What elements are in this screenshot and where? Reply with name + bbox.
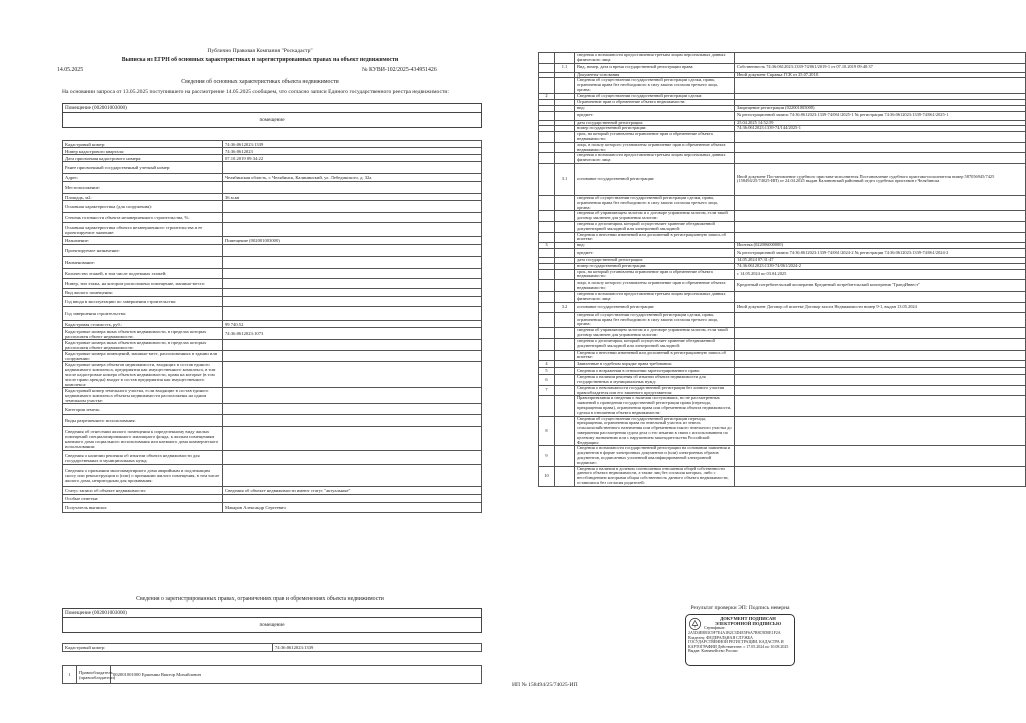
stamp-heading: ДОКУМЕНТ ПОДПИСАН ЭЛЕКТРОННОЙ ПОДПИСЬЮ	[714, 616, 782, 626]
row-value	[223, 451, 482, 465]
section-title: Сведения об основных характеристиках объекта недвижимости	[181, 79, 339, 85]
row-number	[539, 312, 555, 327]
row-value	[223, 388, 482, 404]
row-label: Сведения о возможности государственной регистрации на основании заявления и документов в форме электронных документов и (или) электронных образов документов, подписанных усиленной квалифицированной электронной подписью:	[575, 446, 735, 466]
row-subnumber	[555, 111, 575, 120]
row-label: сведения об осуществлении государственной регистрации сделки, права, ограничения права без необходимого в силу закона согласия третьего лица, органа:	[575, 312, 735, 327]
row-value	[223, 213, 482, 223]
row-subnumber	[555, 280, 575, 292]
row-value	[735, 385, 1026, 396]
row-subnumber: 3.2	[555, 302, 575, 312]
row-label: Сведения о невозможности государственной регистрации без личного участия правообладателя или его законного представителя:	[575, 385, 735, 396]
row-value	[735, 368, 1026, 375]
row-label: Кадастровый номер земельного участка, если входящие в состав единого недвижимого комплекса объекты недвижимости расположены на одном земельном участке:	[63, 388, 223, 404]
row-value: Ипотека (022006000000)	[735, 243, 1026, 249]
row-number: 10	[539, 466, 555, 486]
row-value	[223, 223, 482, 237]
row-label: сведения о депозитарии, который осуществляет хранение обездвиженной документарной закладной или электронной закладной:	[575, 221, 735, 232]
row-label: Сведения о внесении изменений или дополнений в регистрационную запись об ипотеке:	[575, 232, 735, 243]
row-value	[735, 142, 1026, 153]
table-row	[539, 466, 1026, 486]
row-label: основание государственной регистрации:	[575, 163, 735, 195]
table-row	[63, 155, 482, 162]
table-row	[539, 153, 1026, 164]
table-row	[539, 385, 1026, 396]
enforcement-number: ИП № 158494/25/74025-ИП	[512, 682, 578, 688]
row-value: 99 740.52	[223, 321, 482, 328]
signature-block	[685, 605, 795, 666]
row-label: Проектируемое назначение:	[63, 245, 223, 257]
row-value	[223, 351, 482, 362]
row-subnumber: 3.1	[555, 163, 575, 195]
table-row	[63, 174, 482, 182]
row-subnumber	[555, 132, 575, 143]
row-label: Категория земель:	[63, 404, 223, 415]
row-label: сведения об осуществлении государственной регистрации сделки, права, ограничения права без необходимого в силу закона согласия третьего лица, органа:	[575, 195, 735, 210]
row-label: Дата присвоения кадастрового номера:	[63, 155, 223, 162]
row-value	[223, 289, 482, 297]
row-label: Год завершения строительства:	[63, 307, 223, 321]
row-label: лицо, в пользу которого установлены ограничение прав и обременение объекта недвижимости:	[575, 280, 735, 292]
row-value: 25.04.2025 14:52:59	[735, 120, 1026, 126]
row-label: Сведения об осуществлении государственной регистрации сделки:	[575, 93, 735, 99]
row-value: 36 м.кв	[223, 194, 482, 201]
row-label: дата государственной регистрации:	[575, 257, 735, 263]
row-number	[539, 53, 555, 64]
row-number: 8	[539, 416, 555, 446]
row-number	[539, 302, 555, 312]
table-row	[63, 141, 482, 148]
table-row	[63, 269, 482, 279]
row-value	[223, 182, 482, 194]
row-subnumber	[555, 248, 575, 257]
row-value: № регистрационной записи 74:36:0612023:1339-74/061/2024-2 № регистрации 74:36:0612023:1339-74/061/2024-2	[735, 248, 1026, 257]
row-label: Основная характеристика (для сооружения):	[63, 201, 223, 213]
table-row	[63, 503, 482, 513]
row-number	[539, 396, 555, 416]
rights-cad-value: 74:36:0612023:1339	[273, 644, 482, 652]
row-number	[539, 63, 555, 72]
table-row	[63, 451, 482, 465]
holder-label: Правообладатель (правообладатели)	[77, 666, 111, 684]
row-value	[223, 162, 482, 174]
row-value: 74:36:0612023:1339-74/144/2025-1	[735, 126, 1026, 132]
row-subnumber	[555, 312, 575, 327]
row-value	[223, 245, 482, 257]
row-value	[735, 446, 1026, 466]
row-label: Сведения о наличии в долевом соотношении отношении общей собственности данного объекта недвижимости, а также лиц без согласия которых, либо с несоблюдением которыми общая собственность данного объекта недвижимости, оставшихся без согласия родителей:	[575, 466, 735, 486]
table-row	[63, 321, 482, 328]
row-value	[735, 375, 1026, 386]
row-number: 3	[539, 243, 555, 249]
row-subnumber	[555, 375, 575, 386]
row-value	[223, 279, 482, 289]
row-value	[735, 416, 1026, 446]
object-kind-line: помещение	[259, 117, 285, 123]
table-row	[539, 111, 1026, 120]
table-row	[63, 182, 482, 194]
table-row	[63, 465, 482, 487]
row-value	[735, 78, 1026, 93]
row-value: Запрещение регистрации (022001005000)	[735, 105, 1026, 111]
row-subnumber	[555, 350, 575, 361]
table-row	[63, 362, 482, 388]
row-number	[539, 269, 555, 280]
row-subnumber	[555, 368, 575, 375]
table-row	[63, 237, 482, 245]
row-label: Сведения о наличии решения об изъятии объекта недвижимости для государственных и муниципальных нужд:	[63, 451, 223, 465]
row-value: 07.10.2019 09:34:22	[223, 155, 482, 162]
table-row	[539, 221, 1026, 232]
row-number	[539, 248, 555, 257]
object-type-box	[62, 103, 482, 128]
table-row	[63, 495, 482, 503]
company-name: Публично Правовая Компания "Роскадастр"	[207, 48, 313, 54]
table-row	[63, 328, 482, 340]
row-label: номер государственной регистрации:	[575, 126, 735, 132]
row-label: Адрес:	[63, 174, 223, 182]
row-label: Основная характеристика объекта незавершенного строительства и ее проектируемое значение:	[63, 223, 223, 237]
rights-holder-table	[62, 665, 482, 684]
row-subnumber	[555, 416, 575, 446]
row-number	[539, 338, 555, 350]
signature-check-result: Результат проверки ЭП: Подпись неверна	[690, 605, 790, 611]
row-number	[539, 195, 555, 210]
table-row	[63, 487, 482, 495]
row-value	[735, 195, 1026, 210]
row-label: Наименование:	[63, 257, 223, 269]
row-subnumber	[555, 338, 575, 350]
row-label: Сведения о внесении изменений или дополнений в регистрационную запись об ипотеке:	[575, 350, 735, 361]
row-label: вид:	[575, 243, 735, 249]
row-label: сведения об управляющем залогом и о договоре управления залогом, если такой договор заключен для управления залогом:	[575, 328, 735, 339]
rights-object-kind-line: помещение	[259, 622, 285, 628]
row-subnumber: 1.1	[555, 63, 575, 72]
row-value: Иной документ Справка ГСК от 25.07.2018.	[735, 72, 1026, 78]
row-label: Номер кадастрового квартала:	[63, 148, 223, 155]
row-subnumber	[555, 211, 575, 222]
row-number: 9	[539, 446, 555, 466]
row-subnumber	[555, 396, 575, 416]
row-label: Сведения об отнесении жилого помещения к определенному виду жилых помещений специализированного жилищного фонда, к жилым помещениям наемного дома социального использования или наемного дома коммерческого использования:	[63, 427, 223, 451]
row-label: Вид жилого помещения:	[63, 289, 223, 297]
row-value	[223, 257, 482, 269]
row-value	[223, 465, 482, 487]
table-row	[63, 148, 482, 155]
row-value	[735, 338, 1026, 350]
row-number	[539, 350, 555, 361]
row-label: Сведения об осуществлении государственной регистрации сделки, права, ограничения права без необходимого в силу закона согласия третьего лица, органа:	[575, 78, 735, 93]
row-value	[735, 153, 1026, 164]
stamp-details: Сертификат: 2A5D4E8B3C9F7E4A1B2C3D4E5F6A7B8C9D0E1F2A Владелец: ФЕДЕРАЛЬНАЯ СЛУЖБА ГОСУДАРСТВЕННОЙ РЕГИСТРАЦИИ, КАДАСТРА И КАРТОГРАФИИ Действителен: с 17.05.2024 по 10.08.2025 Выдан: Казначейство России	[688, 625, 789, 654]
row-number	[539, 221, 555, 232]
row-number	[539, 142, 555, 153]
rights-cadastral-table	[62, 643, 482, 652]
characteristics-table	[62, 140, 482, 513]
row-subnumber	[555, 78, 575, 93]
row-label: сведения о возможности предоставления третьим лицам персональных данных физического лица	[575, 292, 735, 303]
row-label: сведения о возможности предоставления третьим лицам персональных данных физического лица	[575, 53, 735, 64]
row-label: вид:	[575, 105, 735, 111]
row-number	[539, 211, 555, 222]
row-label: Заявленные в судебном порядке права требования:	[575, 361, 735, 368]
row-label: Количество этажей, в том числе подземных этажей:	[63, 269, 223, 279]
row-label: Площадь, м2:	[63, 194, 223, 201]
right-page	[520, 0, 1023, 723]
row-label: Сведения о признании многоквартирного дома аварийным и подлежащим сносу или реконструкции и (или) о признании жилого помещения, в том числе жилого дома, непригодным для проживания:	[63, 465, 223, 487]
row-subnumber	[555, 232, 575, 243]
row-subnumber	[555, 466, 575, 486]
row-subnumber	[555, 361, 575, 368]
table-row	[539, 63, 1026, 72]
table-row	[539, 132, 1026, 143]
table-row	[63, 194, 482, 201]
row-value	[735, 396, 1026, 416]
document-number: № КУВИ-102/2025-434951426	[362, 67, 437, 73]
row-label: Номер, тип этажа, на котором расположено помещение, машино-место:	[63, 279, 223, 289]
row-value	[735, 221, 1026, 232]
rights-object-box	[62, 608, 482, 633]
table-row	[539, 416, 1026, 446]
row-value: Иной документ Договор об ипотеке Договор залога Недвижимости номер 9-1, выдан 13.05.2024	[735, 302, 1026, 312]
rights-cad-label: Кадастровый номер:	[63, 644, 273, 652]
table-row	[63, 666, 482, 684]
table-row	[539, 361, 1026, 368]
table-row	[63, 223, 482, 237]
row-number: 2	[539, 93, 555, 99]
row-value	[223, 495, 482, 503]
row-label: Назначение:	[63, 237, 223, 245]
row-value	[735, 350, 1026, 361]
row-subnumber	[555, 195, 575, 210]
row-label: Вид, номер, дата и время государственной регистрации права:	[575, 63, 735, 72]
row-value: Макаров Александр Сергеевич	[223, 503, 482, 513]
row-value	[735, 292, 1026, 303]
row-value	[735, 328, 1026, 339]
table-row	[63, 415, 482, 427]
table-row	[63, 388, 482, 404]
row-value	[735, 232, 1026, 243]
row-value	[223, 340, 482, 351]
row-label: Сведения о наличии решения об изъятии объекта недвижимости для государственных и муниципальных нужд:	[575, 375, 735, 386]
row-label: лицо, в пользу которого установлены ограничение прав и обременение объекта недвижимости:	[575, 142, 735, 153]
row-number	[539, 163, 555, 195]
table-row	[539, 302, 1026, 312]
row-label: срок, на который установлены ограничение прав и обременение объекта недвижимости:	[575, 132, 735, 143]
table-row	[539, 446, 1026, 466]
table-row	[63, 644, 482, 652]
table-row	[539, 53, 1026, 64]
row-number: 7	[539, 385, 555, 396]
row-value	[735, 132, 1026, 143]
row-number	[539, 78, 555, 93]
row-value: Сведения об объекте недвижимости имеют статус "актуальные"	[223, 487, 482, 495]
table-row	[539, 211, 1026, 222]
row-value: № регистрационной записи 74:36:0612023:1339-74/061/2025-1 № регистрации 74:36:0612023:1339-74/061/2025-1	[735, 111, 1026, 120]
table-row	[63, 162, 482, 174]
row-value: Челябинская область, г. Челябинск, Калининский, ул. Лебединского, д. 32а	[223, 174, 482, 182]
row-subnumber	[555, 328, 575, 339]
row-value	[223, 201, 482, 213]
row-label: Кадастровый номер:	[63, 141, 223, 148]
table-row	[63, 289, 482, 297]
table-row	[63, 351, 482, 362]
row-value: Помещение (002001003000)	[223, 237, 482, 245]
row-label: Степень готовности объекта незавершенного строительства, %:	[63, 213, 223, 223]
row-value	[223, 307, 482, 321]
row-label: дата государственной регистрации:	[575, 120, 735, 126]
table-row	[539, 78, 1026, 93]
row-value	[735, 211, 1026, 222]
row-label: Виды разрешенного использования:	[63, 415, 223, 427]
document-title: Выписка из ЕГРН об основных характеристиках и зарегистрированных правах на объект недвижимости	[121, 57, 399, 63]
row-label: Кадастровые номера иных объектов недвижимости, в пределах которых расположен объект недвижимости:	[63, 340, 223, 351]
row-label: Сведения об осуществлении государственной регистрации перехода, прекращения, ограничения права на земельный участок из земель сельскохозяйственного назначения или обременения такого земельного участка до завершения рассмотрения судом дела о его изъятии в связи с использованием по целевому назначению или с нарушением законодательства Российской Федерации:	[575, 416, 735, 446]
table-row	[63, 213, 482, 223]
rights-object-type-line: Помещение (002001003000)	[63, 609, 481, 618]
row-label: срок, на который установлены ограничение прав и обременение объекта недвижимости:	[575, 269, 735, 280]
table-row	[63, 257, 482, 269]
row-subnumber	[555, 153, 575, 164]
holder-value: 002001001000 Ершенин Виктор Михайлович	[111, 666, 482, 684]
table-row	[539, 312, 1026, 327]
row-label: предмет:	[575, 248, 735, 257]
row-value: 74:36:0612023:1073	[223, 328, 482, 340]
row-number	[539, 232, 555, 243]
row-number	[539, 292, 555, 303]
row-number: 5	[539, 368, 555, 375]
table-row	[539, 142, 1026, 153]
table-row	[539, 396, 1026, 416]
object-type-line: Помещение (002001003000)	[63, 104, 481, 113]
table-row	[539, 269, 1026, 280]
row-label: основание государственной регистрации:	[575, 302, 735, 312]
row-label: предмет:	[575, 111, 735, 120]
row-subnumber	[555, 142, 575, 153]
row-label: Кадастровые номера объектов недвижимости, входящих в состав единого недвижимого комплекса, предприятия как имущественного комплекса, в том числе кадастровые номера объектов недвижимости, права на которые (в том числе право аренды) входят в состав предприятия как имущественного комплекса:	[63, 362, 223, 388]
row-label: Ограничение прав и обременение объекта недвижимости:	[575, 99, 735, 105]
table-row	[539, 232, 1026, 243]
row-value	[223, 297, 482, 307]
row-label: Особые отметки:	[63, 495, 223, 503]
row-value: Кредитный потребительский кооператив Кредитный потребительский кооператив "ГрандИнвест"	[735, 280, 1026, 292]
row-label: Сведения о возражении в отношении зарегистрированного права:	[575, 368, 735, 375]
table-row	[539, 280, 1026, 292]
table-row	[63, 201, 482, 213]
row-subnumber	[555, 221, 575, 232]
row-label: Кадастровые номера помещений, машино-мест, расположенных в здании или сооружении:	[63, 351, 223, 362]
table-row	[63, 307, 482, 321]
table-row	[539, 375, 1026, 386]
row-label: сведения о депозитарии, который осуществляет хранение обездвиженной документарной закладной или электронной закладной:	[575, 338, 735, 350]
row-label: Год ввода в эксплуатацию по завершении строительства:	[63, 297, 223, 307]
table-row	[63, 245, 482, 257]
row-value: Собственность 74:36:0612023:1339-74/061/2019-1 от 07.10.2019 09:40:37	[735, 63, 1026, 72]
row-value: 74:36:0612023:1339	[223, 141, 482, 148]
row-value	[735, 312, 1026, 327]
row-number	[539, 280, 555, 292]
table-row	[539, 163, 1026, 195]
holder-number: 1	[63, 666, 77, 684]
row-value: 14.05.2024 07:31:47	[735, 257, 1026, 263]
row-label: Статус записи об объекте недвижимости:	[63, 487, 223, 495]
table-row	[539, 292, 1026, 303]
row-subnumber	[555, 53, 575, 64]
row-subnumber	[555, 269, 575, 280]
row-subnumber	[555, 292, 575, 303]
row-number	[539, 153, 555, 164]
table-row	[539, 195, 1026, 210]
row-value	[223, 415, 482, 427]
row-subnumber	[555, 446, 575, 466]
row-number	[539, 328, 555, 339]
row-label: Местоположение:	[63, 182, 223, 194]
row-label: сведения о возможности предоставления третьим лицам персональных данных физического лица	[575, 153, 735, 164]
row-value	[223, 427, 482, 451]
table-row	[63, 427, 482, 451]
table-row	[539, 350, 1026, 361]
row-label: Документы-основания	[575, 72, 735, 78]
row-label: номер государственной регистрации:	[575, 263, 735, 269]
table-row	[539, 328, 1026, 339]
row-label: Кадастровые номера иных объектов недвижимости, в пределах которых расположен объект недвижимости:	[63, 328, 223, 340]
row-value: 74:36:0612023:1339-74/061/2024-2	[735, 263, 1026, 269]
document-date: 14.05.2025	[57, 67, 84, 73]
row-label: сведения об управляющем залогом и о договоре управления залогом, если такой договор заключен для управления залогом:	[575, 211, 735, 222]
row-value	[735, 466, 1026, 486]
signature-stamp	[685, 614, 795, 666]
row-subnumber	[555, 385, 575, 396]
row-number: 6	[539, 375, 555, 386]
row-label: Кадастровая стоимость, руб.:	[63, 321, 223, 328]
row-label: Ранее присвоенный государственный учетный номер:	[63, 162, 223, 174]
row-number: 4	[539, 361, 555, 368]
row-value	[223, 269, 482, 279]
table-row	[63, 404, 482, 415]
row-value: с 14.05.2024 по 03.04.2025	[735, 269, 1026, 280]
row-value: 74:36:0612023	[223, 148, 482, 155]
rights-table	[538, 52, 1026, 487]
table-row	[63, 279, 482, 289]
row-value	[223, 404, 482, 415]
table-row	[63, 340, 482, 351]
emblem-icon	[688, 617, 702, 631]
table-row	[539, 338, 1026, 350]
row-value: Иной документ Постановление судебного пристава-исполнителя Постановление судебного пристава-исполнителя номер 587056945/7425 (158494/25/74025-ИП) от 24.04.2025 выдан Калининский районный отдел судебных приставов г.Челябинска	[735, 163, 1026, 195]
row-label: Правопритязания и сведения о наличии поступивших, но не рассмотренных заявлений о проведении государственной регистрации права (перехода, прекращения права), ограничения права или обременения объекта недвижимости, сделки в отношении объекта недвижимости:	[575, 396, 735, 416]
rights-section-title: Сведения о зарегистрированных правах, ограничениях прав и обременениях объекта недвижимости	[136, 596, 384, 602]
request-basis: На основании запроса от 13.05.2025 поступившего на рассмотрение 14.05.2025 сообщаем, что согласно записи Единого государственного реестра недвижимости:	[62, 89, 449, 95]
row-value	[735, 361, 1026, 368]
row-number	[539, 111, 555, 120]
row-label: Получатель выписки:	[63, 503, 223, 513]
row-value	[735, 53, 1026, 64]
row-number	[539, 132, 555, 143]
table-row	[63, 297, 482, 307]
row-value	[223, 362, 482, 388]
